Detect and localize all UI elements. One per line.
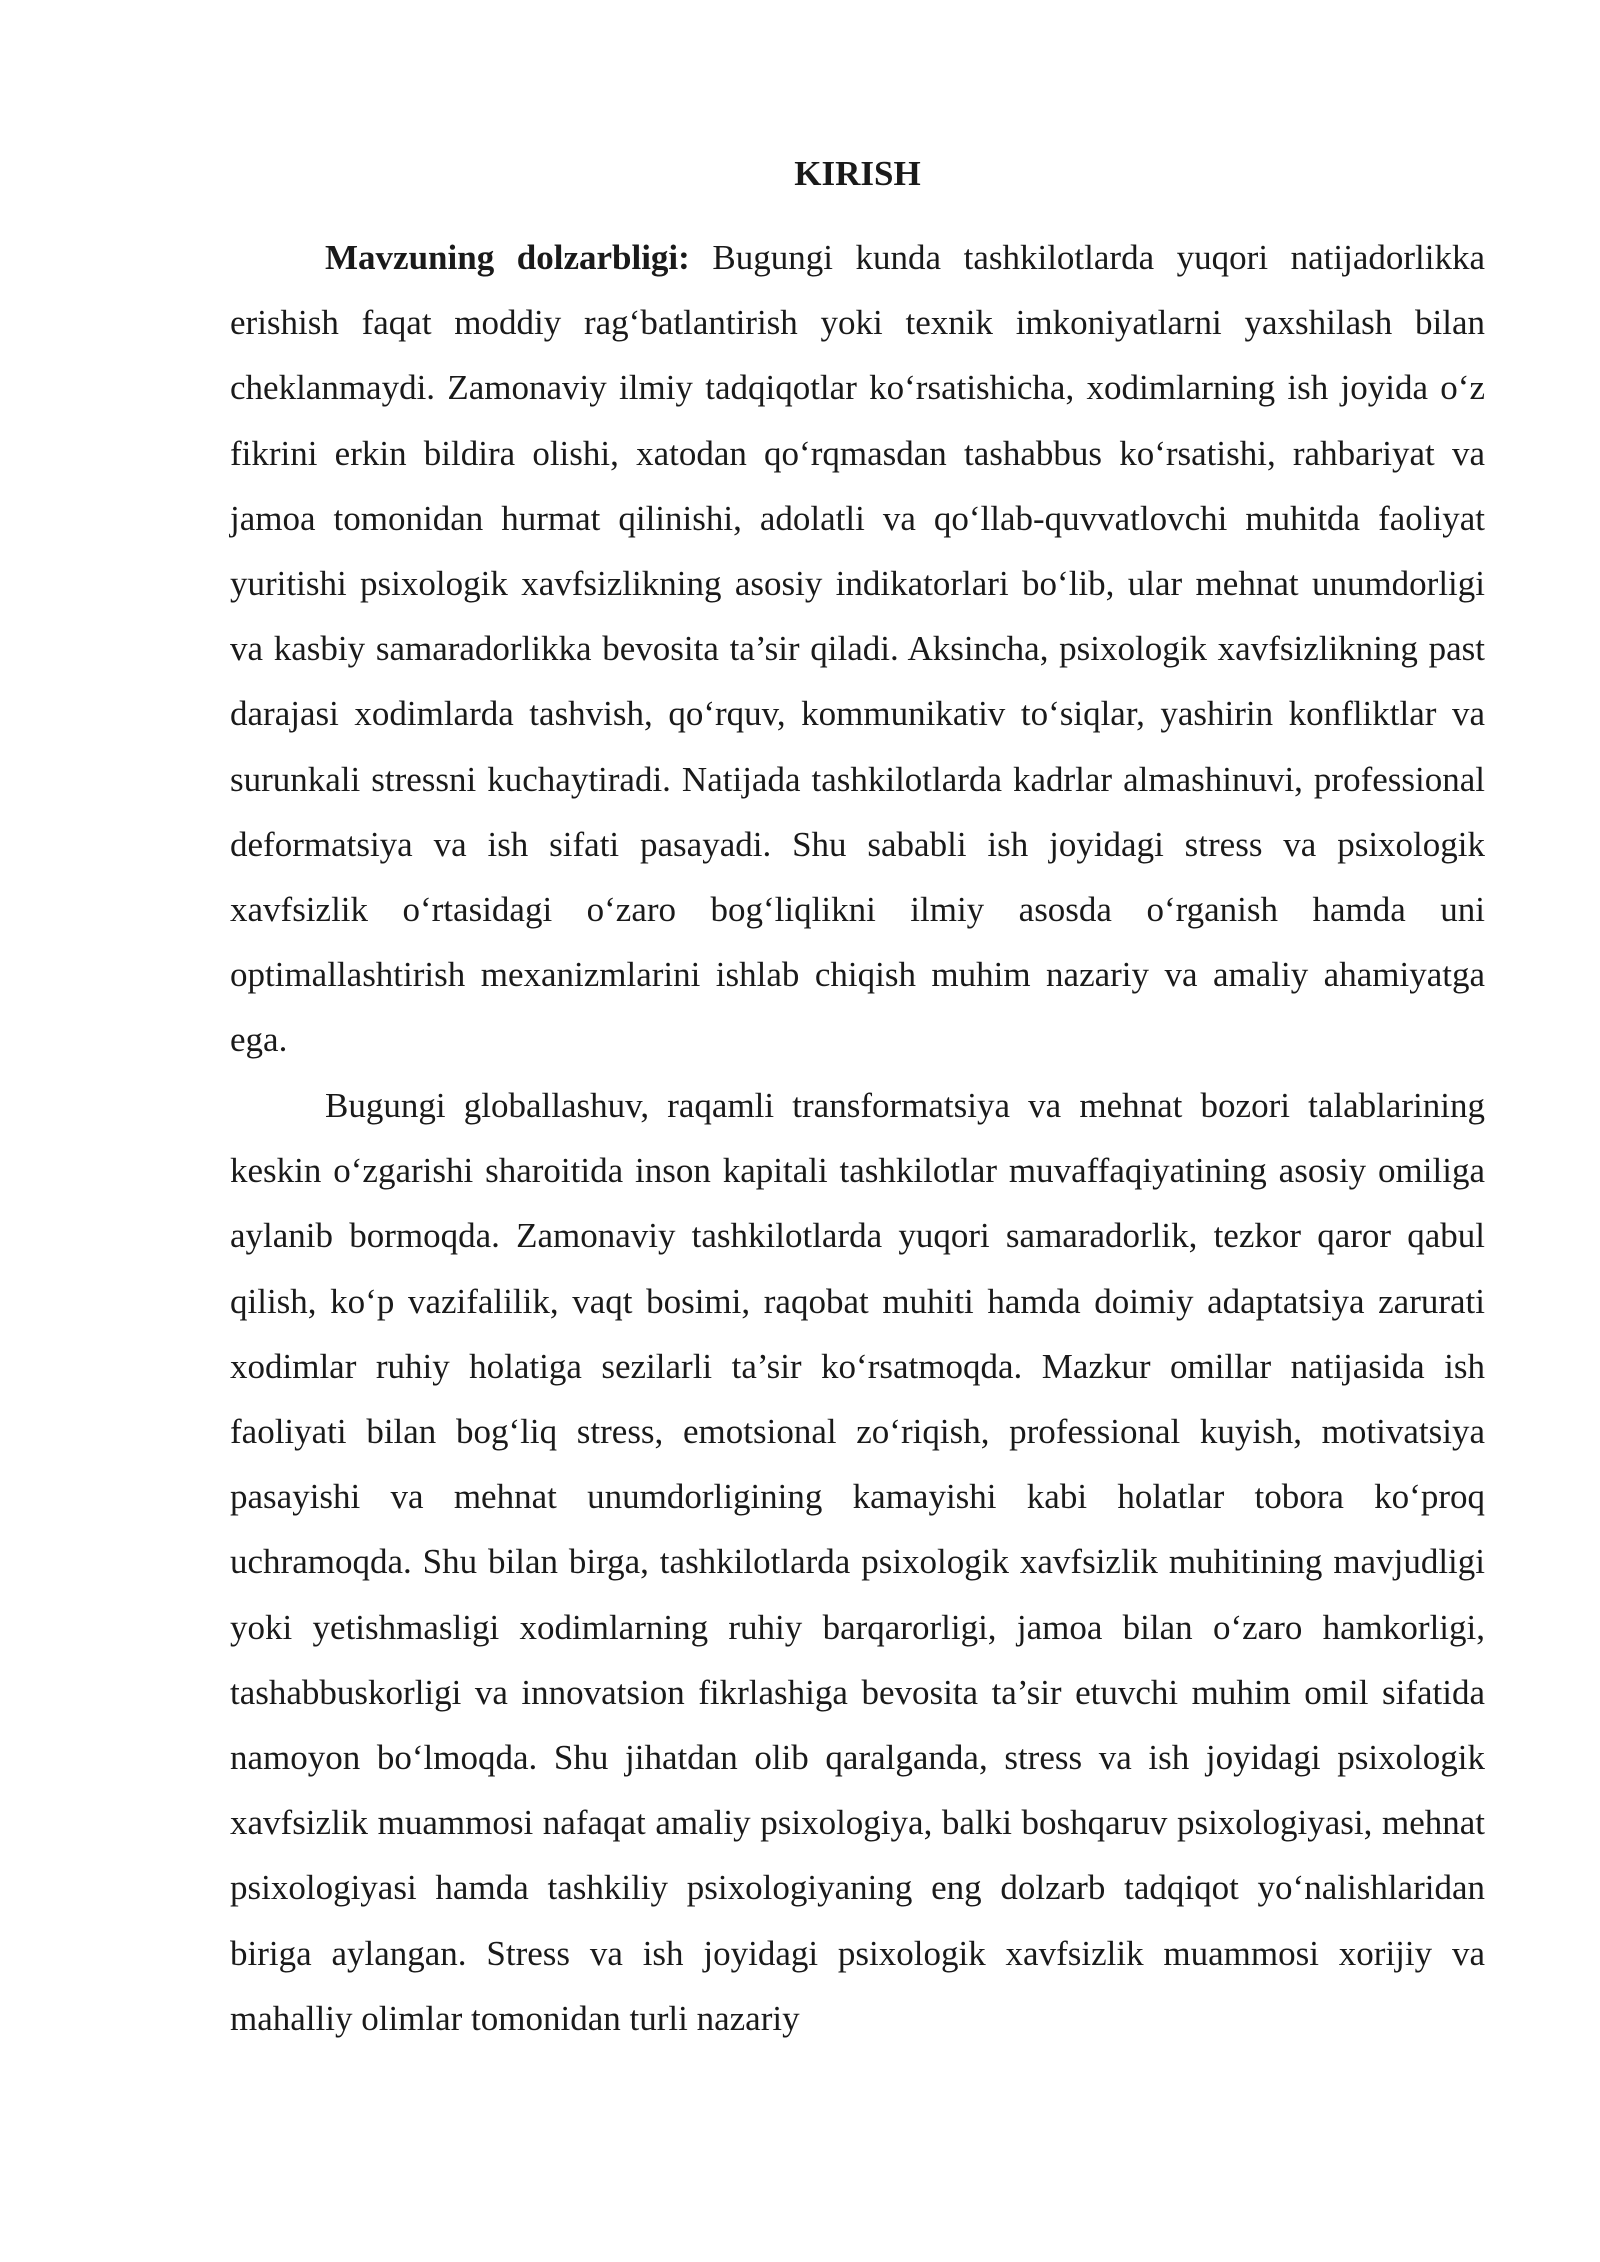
paragraph-lead-label: Mavzuning dolzarbligi:: [325, 238, 690, 277]
paragraph-text: Bugungi globallashuv, raqamli transformatsiya va mehnat bozori talablarining keskin o‘zgarishi sharoitida inson kapitali tashkilotlar muvaffaqiyatining asosiy omiliga aylanib bormoqda. Zamonaviy tashkilotlarda yuqori samaradorlik, tezkor qaror qabul qilish, ko‘p vazifalilik, vaqt bosimi, raqobat muhiti hamda doimiy adaptatsiya zarurati xodimlar ruhiy holatiga sezilarli ta’sir ko‘rsatmoqda. Mazkur omillar natijasida ish faoliyati bilan bog‘liq stress, emotsional zo‘riqish, professional kuyish, motivatsiya pasayishi va mehnat unumdorligining kamayishi kabi holatlar tobora ko‘proq uchramoqda. Shu bilan birga, tashkilotlarda psixologik xavfsizlik muhitining mavjudligi yoki yetishmasligi xodimlarning ruhiy barqarorligi, jamoa bilan o‘zaro hamkorligi, tashabbuskorligi va innovatsion fikrlashiga bevosita ta’sir etuvchi muhim omil sifatida namoyon bo‘lmoqda. Shu jihatdan olib qaralganda, stress va ish joyidagi psixologik xavfsizlik muammosi nafaqat amaliy psixologiya, balki boshqaruv psixologiyasi, mehnat psixologiyasi hamda tashkiliy psixologiyaning eng dolzarb tadqiqot yo‘nalishlaridan biriga aylangan. Stress va ish joyidagi psixologik xavfsizlik muammosi xorijiy va mahalliy olimlar tomonidan turli nazariy: [230, 1086, 1485, 2038]
section-heading: KIRISH: [794, 154, 921, 193]
paragraph-context: [230, 1073, 1485, 2051]
paragraph-relevance: [230, 225, 1485, 1073]
paragraph-text: Bugungi kunda tashkilotlarda yuqori natijadorlikka erishish faqat moddiy rag‘batlantirish yoki texnik imkoniyatlarni yaxshilash bilan cheklanmaydi. Zamonaviy ilmiy tadqiqotlar ko‘rsatishicha, xodimlarning ish joyida o‘z fikrini erkin bildira olishi, xatodan qo‘rqmasdan tashabbus ko‘rsatishi, rahbariyat va jamoa tomonidan hurmat qilinishi, adolatli va qo‘llab-quvvatlovchi muhitda faoliyat yuritishi psixologik xavfsizlikning asosiy indikatorlari bo‘lib, ular mehnat unumdorligi va kasbiy samaradorlikka bevosita ta’sir qiladi. Aksincha, psixologik xavfsizlikning past darajasi xodimlarda tashvish, qo‘rquv, kommunikativ to‘siqlar, yashirin konfliktlar va surunkali stressni kuchaytiradi. Natijada tashkilotlarda kadrlar almashinuvi, professional deformatsiya va ish sifati pasayadi. Shu sababli ish joyidagi stress va psixologik xavfsizlik o‘rtasidagi o‘zaro bog‘liqlikni ilmiy asosda o‘rganish hamda uni optimallashtirish mexanizmlarini ishlab chiqish muhim nazariy va amaliy ahamiyatga ega.: [230, 238, 1485, 1060]
